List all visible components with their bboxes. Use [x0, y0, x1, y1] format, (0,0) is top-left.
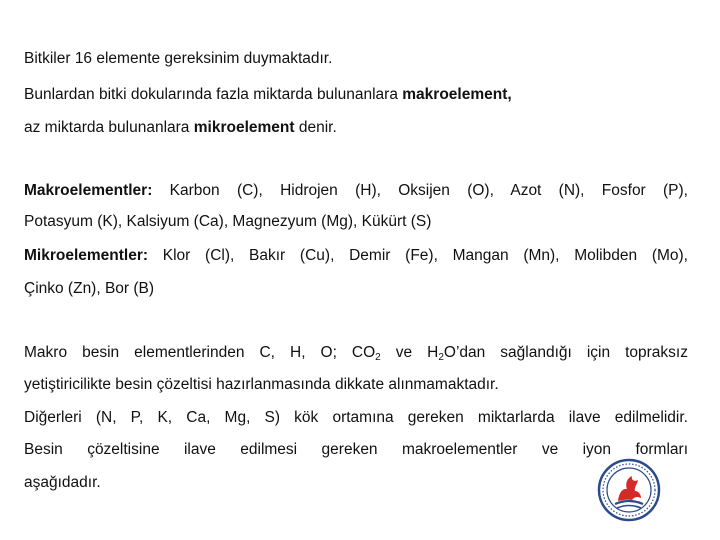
macro-label: Makroelementler: [24, 182, 153, 199]
para3-line-3 [24, 409, 688, 427]
micro-line-2 [24, 280, 688, 298]
macro-line-1 [24, 182, 688, 200]
intro-text-1: Bitkiler 16 elemente gereksinim duymaktadır. [24, 50, 333, 67]
para3-text-4: Besin çözeltisine ilave edilmesi gereken makroelementler ve iyon formları [24, 441, 688, 458]
micro-list-1: Klor (Cl), Bakır (Cu), Demir (Fe), Mangan (Mn), Molibden (Mo), [148, 247, 688, 264]
subscript-co2: 2 [375, 352, 381, 363]
macro-line-2 [24, 213, 688, 231]
macro-list-1: Karbon (C), Hidrojen (H), Oksijen (O), Azot (N), Fosfor (P), [152, 182, 688, 199]
para3-text-1a: Makro besin elementlerinden C, H, O; CO [24, 344, 376, 361]
intro-text-3: az miktarda bulunanlara [24, 119, 194, 136]
para3-text-3: Diğerleri (N, P, K, Ca, Mg, S) kök ortamına gereken miktarlarda ilave edilmelidir. [24, 409, 688, 426]
university-seal-icon [597, 458, 661, 522]
para3-text-5: aşağıdadır. [24, 474, 101, 491]
intro-text-3-end: denir. [294, 119, 337, 136]
micro-list-2: Çinko (Zn), Bor (B) [24, 280, 155, 297]
micro-line-1 [24, 247, 688, 265]
intro-line-3 [24, 119, 688, 137]
term-makroelement: makroelement, [402, 86, 512, 103]
para3-text-1b: ve H [380, 344, 439, 361]
macro-list-2: Potasyum (K), Kalsiyum (Ca), Magnezyum (Mg), Kükürt (S) [24, 213, 432, 230]
para3-text-2: yetiştiricilikte besin çözeltisi hazırlanmasında dikkate alınmamaktadır. [24, 376, 499, 393]
para3-line-2 [24, 376, 688, 394]
subscript-h2o: 2 [438, 352, 444, 363]
intro-line-1 [24, 50, 688, 68]
para3-line-4 [24, 441, 688, 459]
para3-line-1 [24, 344, 688, 362]
intro-line-2 [24, 86, 688, 104]
para3-text-1c: O’dan sağlandığı için topraksız [443, 344, 688, 361]
term-mikroelement: mikroelement [193, 119, 295, 136]
micro-label: Mikroelementler: [24, 247, 149, 264]
para3-line-5 [24, 474, 688, 492]
intro-text-2: Bunlardan bitki dokularında fazla miktarda bulunanlara [24, 86, 403, 103]
